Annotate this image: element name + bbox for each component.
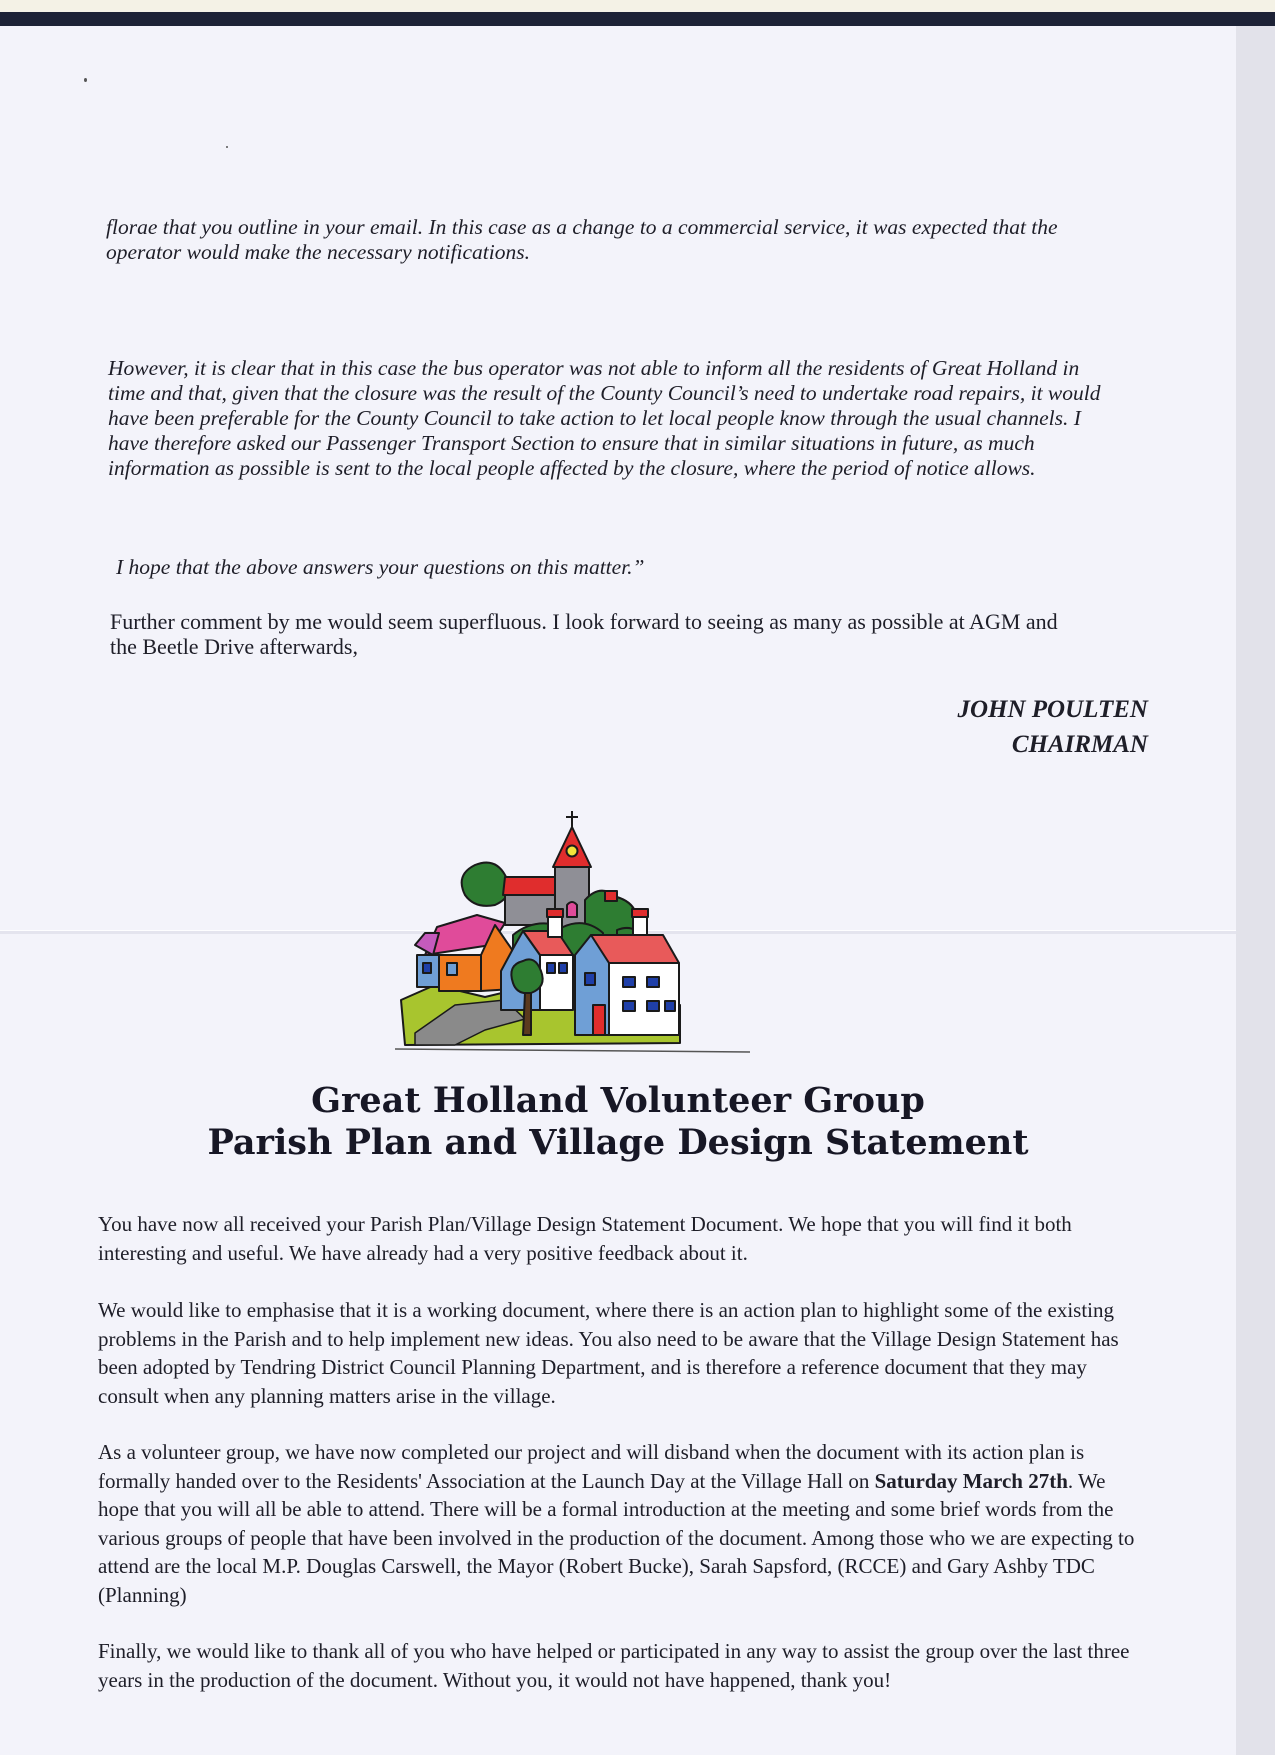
village-church-illustration-icon — [395, 805, 755, 1060]
scan-right-edge — [1236, 26, 1275, 1755]
body-paragraph-4: Finally, we would like to thank all of you who have helped or participated in any way to assist the group over the last three years in the production of the document. Without you, it would not have happened, thank you! — [98, 1639, 1130, 1692]
scan-speck — [84, 78, 87, 82]
event-date: Saturday March 27th — [874, 1468, 1068, 1493]
letter-paragraph-1: florae that you outline in your email. In this case as a change to a commercial service, it was expected that the operator would make the necessary notifications. — [106, 215, 1058, 264]
tree-icon — [511, 959, 542, 993]
signature-name: JOHN POULTEN — [957, 696, 1148, 723]
body-paragraph-1: You have now all received your Parish Plan/Village Design Statement Document. We hope that you will find it both interesting and useful. We have already had a very positive feedback about it. — [98, 1212, 1072, 1265]
section-heading-line-1: Great Holland Volunteer Group — [311, 1080, 925, 1121]
body-paragraph-2: We would like to emphasise that it is a working document, where there is an action plan to highlight some of the existing problems in the Parish and to help implement new ideas. You also need to be aware that the Village Design Statement has been adopted by Tendring District Council Planning Department, and is therefore a reference document that they may consult when any planning matters arise in the village. — [98, 1298, 1119, 1408]
scan-top-strip — [0, 0, 1275, 12]
tree-icon — [462, 863, 510, 906]
section-heading-line-2: Parish Plan and Village Design Statement — [207, 1122, 1029, 1163]
signature-title: CHAIRMAN — [1011, 731, 1148, 758]
letter-paragraph-3: I hope that the above answers your questions on this matter.” — [116, 555, 645, 579]
body-paragraph-3 — [98, 1438, 1148, 1609]
letter-paragraph-2: However, it is clear that in this case the bus operator was not able to inform all the residents of Great Holland in time and that, given that the closure was the result of the County Council’s need to undertake road repairs, it would have been preferable for the County Council to take action to let local people know through the usual channels. I have therefore asked our Passenger Transport Section to ensure that in similar situations in future, as much information as possible is sent to the local people affected by the closure, where the period of notice allows. — [108, 356, 1101, 480]
body-paragraph-3-text-start: As a volunteer group, we have now completed our project and will disband when the document with its action plan is formally handed over to the Residents' Association at the Launch Day at the Village Hall on — [98, 1440, 1085, 1493]
body-paragraph-3-text-end: . We hope that you will all be able to attend. There will be a formal introduction at the meeting and some brief words from the various groups of people that have been involved in the production of the document. Among those who we are expecting to attend are the local M.P. Douglas Carswell, the Mayor (Robert Bucke), Sarah Sapsford, (RCCE) and Gary Ashby TDC (Planning) — [98, 1468, 1135, 1607]
scan-top-border — [0, 12, 1275, 26]
letter-paragraph-4: Further comment by me would seem superfluous. I look forward to seeing as many as possible at AGM and the Beetle Drive afterwards, — [110, 609, 1058, 659]
clock-icon — [567, 846, 578, 857]
scan-speck — [226, 146, 228, 148]
